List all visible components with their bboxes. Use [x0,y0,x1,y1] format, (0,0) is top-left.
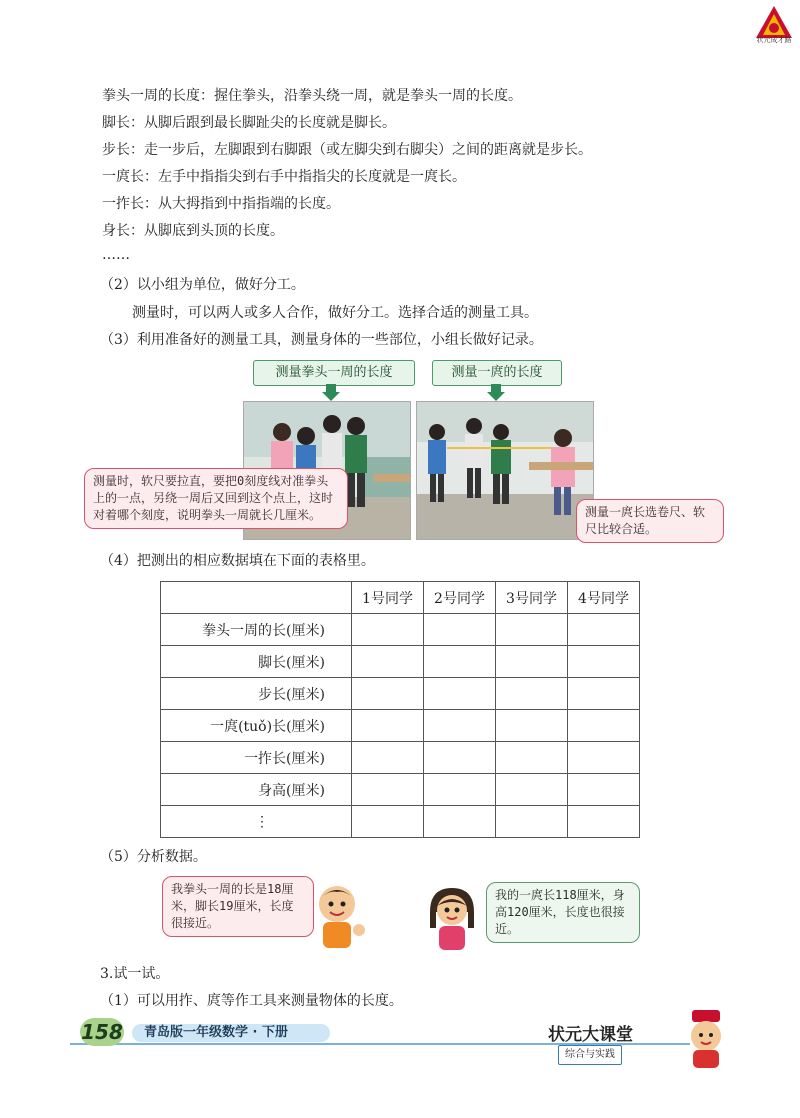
girl-character-icon [424,882,480,952]
book-title: 青岛版一年级数学 · 下册 [132,1024,330,1042]
table-row [161,678,640,710]
section3-item1: （1）可以用拃、庹等作工具来测量物体的长度。 [100,993,403,1009]
table-header-cell: 4号同学 [568,582,640,614]
tip-bubble-fist: 测量时，软尺要拉直，要把0刻度线对准拳头上的一点，另绕一周后又回到这个点上，这时对着哪个刻度，说明拳头一周就长几厘米。 [84,468,348,529]
blank-cell [424,646,496,678]
brand-subtitle: 综合与实践 [558,1045,622,1065]
ellipsis: …… [102,247,130,263]
blank-cell [496,774,568,806]
definition-handspan: 一拃长：从大拇指到中指指端的长度。 [102,196,340,212]
step5-title: （5）分析数据。 [100,849,207,865]
blank-cell [568,742,640,774]
definition-height: 身长：从脚底到头顶的长度。 [102,223,284,239]
boy-speech-bubble: 我拳头一周的长是18厘米，脚长19厘米，长度很接近。 [162,876,314,937]
table-row [161,710,640,742]
row-label: 拳头一周的长(厘米) [161,614,352,646]
step3-title: （3）利用准备好的测量工具，测量身体的一些部位，小组长做好记录。 [100,332,543,348]
blank-cell [568,678,640,710]
row-label: ⋮ [161,806,352,838]
blank-cell [424,806,496,838]
label-measure-fist: 测量拳头一周的长度 [253,360,415,386]
row-label: 一拃长(厘米) [161,742,352,774]
step2-body: 测量时，可以两人或多人合作，做好分工。选择合适的测量工具。 [132,305,538,321]
blank-cell [424,742,496,774]
row-label: 身高(厘米) [161,774,352,806]
table-header-cell [161,582,352,614]
blank-cell [352,614,424,646]
blank-cell [568,774,640,806]
arrow-down-icon [322,384,340,402]
page-number: 158 [81,1020,123,1044]
row-label: 一庹(tuǒ)长(厘米) [161,710,352,742]
measurement-table [160,581,640,838]
blank-cell [352,806,424,838]
definition-fist: 拳头一周的长度：握住拳头，沿拳头绕一周，就是拳头一周的长度。 [102,88,522,104]
boy-character-icon [306,880,368,952]
row-label: 脚长(厘米) [161,646,352,678]
blank-cell [352,646,424,678]
blank-cell [568,614,640,646]
blank-cell [352,678,424,710]
row-label: 步长(厘米) [161,678,352,710]
table-row [161,742,640,774]
definition-step: 步长：走一步后，左脚跟到右脚跟（或左脚尖到右脚尖）之间的距离就是步长。 [102,142,592,158]
section3-title: 3.试一试。 [100,966,170,982]
blank-cell [568,806,640,838]
blank-cell [424,774,496,806]
table-row [161,646,640,678]
blank-cell [496,646,568,678]
blank-cell [352,742,424,774]
blank-cell [496,742,568,774]
definition-armspan: 一庹长：左手中指指尖到右手中指指尖的长度就是一庹长。 [102,169,466,185]
table-header-row [161,582,640,614]
blank-cell [424,678,496,710]
blank-cell [568,710,640,742]
label-measure-armspan: 测量一庹的长度 [432,360,562,386]
blank-cell [568,646,640,678]
blank-cell [496,806,568,838]
table-row [161,774,640,806]
table-header-cell: 2号同学 [424,582,496,614]
arrow-down-icon [487,384,505,402]
mascot-icon [680,1008,732,1070]
blank-cell [352,710,424,742]
blank-cell [352,774,424,806]
logo-text: 状元成才路 [756,36,792,44]
blank-cell [424,614,496,646]
table-row [161,806,640,838]
blank-cell [496,614,568,646]
blank-cell [496,710,568,742]
table-header-cell: 1号同学 [352,582,424,614]
blank-cell [496,678,568,710]
step4-title: （4）把测出的相应数据填在下面的表格里。 [100,553,375,569]
photo-armspan-measurement [416,401,594,540]
girl-speech-bubble: 我的一庹长118厘米，身高120厘米，长度也很接近。 [486,882,640,943]
table-row [161,614,640,646]
step2-title: （2）以小组为单位，做好分工。 [100,277,305,293]
tip-bubble-armspan: 测量一庹长选卷尺、软尺比较合适。 [576,499,724,543]
definition-foot: 脚长：从脚后跟到最长脚趾尖的长度就是脚长。 [102,115,396,131]
table-header-cell: 3号同学 [496,582,568,614]
brand-name: 状元大课堂 [548,1025,633,1045]
blank-cell [424,710,496,742]
